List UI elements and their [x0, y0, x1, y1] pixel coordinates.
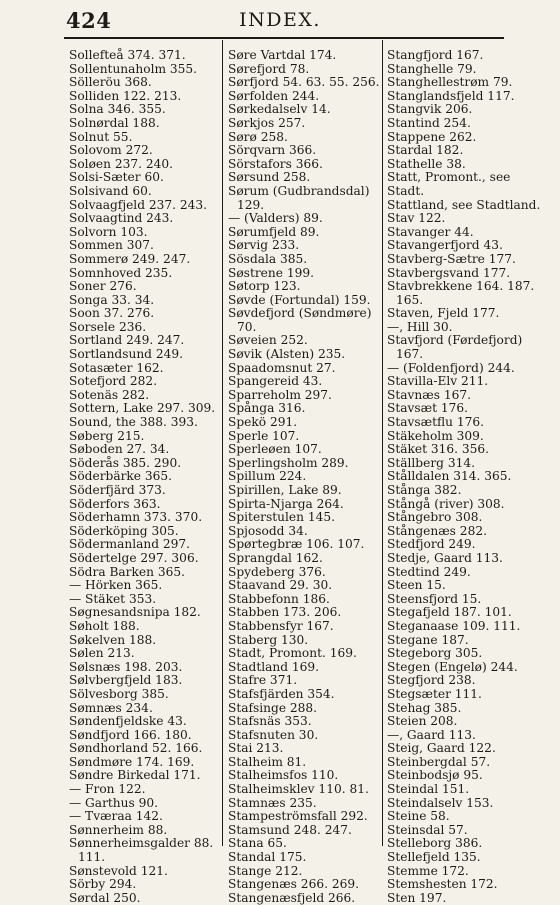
index-entry: Steganaase 109. 111. [387, 618, 521, 633]
index-entry: Steen 15. [387, 578, 446, 593]
index-entry: Staberg 130. [228, 632, 309, 647]
index-entry: — Hörken 365. [69, 578, 163, 593]
index-entry: Spørtegbræ 106. 107. [228, 537, 365, 552]
index-entry: Stavsætflu 176. [387, 415, 484, 430]
index-entry: Stadt, Promont. 169. [228, 646, 357, 661]
index-entry: Sölvesborg 385. [69, 686, 169, 701]
header-rule [64, 37, 504, 39]
index-entry: Stångebro 308. [387, 510, 483, 525]
index-entry: Stafsnäs 353. [228, 714, 312, 729]
index-entry: Søvik (Alsten) 235. [228, 347, 346, 362]
index-entry: Søholt 188. [69, 618, 140, 633]
index-entry: Stabben 173. 206. [228, 605, 342, 620]
index-entry: 165. [396, 292, 424, 307]
index-entry: Søndre Birkedal 171. [69, 768, 201, 783]
index-entry: Sösdala 385. [228, 251, 308, 266]
index-entry: Stamsund 248. 247. [228, 822, 352, 837]
index-entry: Sørvig 233. [228, 238, 300, 253]
index-entry: Søveien 252. [228, 333, 308, 348]
index-entry: Solnut 55. [69, 129, 133, 144]
index-entry: Stabbefonn 186. [228, 591, 330, 606]
index-entry: Stehag 385. [387, 700, 462, 715]
index-entry: Stanghelle 79. [387, 61, 477, 76]
index-entry: Søtorp 123. [228, 279, 301, 294]
index-entry: Steig, Gaard 122. [387, 741, 496, 756]
index-entry: Stegen (Engelø) 244. [387, 659, 518, 674]
index-entry: Spånga 316. [228, 401, 306, 416]
index-entry: Søgnesandsnipa 182. [69, 605, 201, 620]
index-entry: Søre Vartdal 174. [228, 48, 337, 62]
index-entry: Sperlingsholm 289. [228, 455, 349, 470]
index-entry: Sotasæter 162. [69, 360, 164, 375]
index-entry: Söderfors 363. [69, 496, 161, 511]
index-entry: Somnhoved 235. [69, 265, 173, 280]
index-entry: Sölleröu 368. [69, 75, 152, 90]
index-entry: Soner 276. [69, 279, 137, 294]
index-entry: —, Hill 30. [387, 319, 453, 334]
index-entry: Søvdefjord (Søndmøre) [228, 306, 372, 321]
index-entry: Sørø 258. [228, 129, 288, 144]
index-entry: Söderås 385. 290. [69, 455, 182, 470]
index-entry: Spydeberg 376. [228, 564, 326, 579]
column-divider-left [222, 40, 223, 846]
index-entry: Steine 58. [387, 809, 450, 824]
index-entry: Steinbodsjø 95. [387, 768, 483, 783]
index-entry: Sørfjord 54. 63. 55. 256. [228, 75, 380, 90]
index-entry: Sørfolden 244. [228, 88, 320, 103]
index-entry: Steien 208. [387, 714, 458, 729]
index-entry: Söderfjärd 373. [69, 483, 166, 497]
index-entry: 111. [78, 850, 106, 865]
index-entry: Sotefjord 282. [69, 374, 158, 389]
index-entry: Søboden 27. 34. [69, 442, 170, 457]
index-entry: Stavsæt 176. [387, 401, 469, 416]
index-entry: Stafre 371. [228, 673, 298, 688]
index-entry: Soløen 237. 240. [69, 156, 174, 171]
index-entry: Spiterstulen 145. [228, 510, 335, 525]
index-entry: Stegfjord 238. [387, 673, 476, 688]
index-entry: Songa 33. 34. [69, 292, 155, 307]
index-entry: Stafsinge 288. [228, 700, 318, 715]
index-entry: Sønstevold 121. [69, 863, 168, 878]
index-column-2 [228, 49, 378, 905]
index-entry: Sømnæs 234. [69, 700, 153, 715]
index-entry: Södertelge 297. 306. [69, 550, 199, 565]
index-entry: Steindalselv 153. [387, 795, 494, 810]
index-entry: Stångå (river) 308. [387, 496, 505, 511]
index-column-1 [69, 49, 219, 905]
index-entry: Stattland, see Stadtland. [387, 197, 541, 212]
index-entry: Søndhorland 52. 166. [69, 741, 203, 756]
index-entry: Sølen 213. [69, 646, 135, 661]
index-entry: Statt, Promont., see [387, 170, 511, 185]
index-entry: Stanghellestrøm 79. [387, 75, 513, 90]
index-entry: Stangfjord 167. [387, 48, 484, 62]
index-entry: — (Valders) 89. [228, 211, 323, 226]
index-entry: Steinsdal 57. [387, 822, 468, 837]
index-entry: Stadtland 169. [228, 659, 320, 674]
column-divider-right [382, 40, 383, 846]
index-entry: Søndenfjeldske 43. [69, 714, 187, 729]
index-entry: Sortland 249. 247. [69, 333, 185, 348]
index-entry: Stavberg-Sætre 177. [387, 251, 516, 266]
index-entry: Stellefjeld 135. [387, 850, 481, 865]
index-entry: 167. [396, 347, 424, 362]
index-entry: Søberg 215. [69, 428, 145, 443]
index-entry: Spillum 224. [228, 469, 307, 484]
index-entry: Sommerø 249. 247. [69, 251, 191, 266]
index-entry: Stegeborg 305. [387, 646, 483, 661]
index-entry: Standal 175. [228, 850, 307, 865]
index-entry: Sottern, Lake 297. 309. [69, 401, 216, 416]
index-entry: Stavnæs 167. [387, 387, 471, 402]
index-entry: Stedtind 249. [387, 564, 471, 579]
index-entry: 129. [237, 197, 265, 212]
index-entry: Söderköping 305. [69, 523, 179, 538]
index-entry: Spangereid 43. [228, 374, 323, 389]
index-entry: Sønnerheim 88. [69, 822, 168, 837]
index-entry: Stegane 187. [387, 632, 469, 647]
index-entry: Ställberg 314. [387, 455, 475, 470]
index-entry: Sollefteå 374. 371. [69, 48, 186, 62]
index-entry: Stäket 316. 356. [387, 442, 490, 457]
index-entry: Stana 65. [228, 836, 287, 851]
index-entry: Stedje, Gaard 113. [387, 550, 503, 565]
index-entry: Staven, Fjeld 177. [387, 306, 500, 321]
index-entry: Sörstafors 366. [228, 156, 323, 171]
index-entry: Stalheimsfos 110. [228, 768, 339, 783]
index-entry: Stanglandsfjeld 117. [387, 88, 515, 103]
index-entry: Solnørdal 188. [69, 115, 160, 130]
index-entry: Stäkeholm 309. [387, 428, 484, 443]
index-entry: Solsivand 60. [69, 183, 152, 198]
index-entry: Steindal 151. [387, 782, 470, 797]
index-entry: Sperle 107. [228, 428, 300, 443]
index-entry: Stegafjeld 187. 101. [387, 605, 512, 620]
index-entry: Stavfjord (Førdefjord) [387, 333, 523, 348]
index-entry: Söderbärke 365. [69, 469, 173, 484]
index-entry: Stavangerfjord 43. [387, 238, 503, 253]
index-entry: Stathelle 38. [387, 156, 466, 171]
index-entry: Stelleborg 386. [387, 836, 483, 851]
index-entry: Stavbrekkene 164. 187. [387, 279, 535, 294]
page-number: 424 [66, 8, 112, 33]
index-entry: Sollentunaholm 355. [69, 61, 198, 76]
index-entry: Solliden 122. 213. [69, 88, 182, 103]
index-entry: — Fron 122. [69, 782, 146, 797]
index-entry: Søstrene 199. [228, 265, 314, 280]
index-entry: Stalheim 81. [228, 754, 307, 769]
index-entry: Spirta-Njarga 264. [228, 496, 344, 511]
index-entry: Stafsnuten 30. [228, 727, 319, 742]
index-entry: Solvaagtind 243. [69, 211, 174, 226]
index-entry: Stegsæter 111. [387, 686, 482, 701]
index-entry: Stånga 382. [387, 483, 462, 497]
index-entry: Sørkjos 257. [228, 115, 306, 130]
index-entry: Stangenæsfjeld 266. [228, 890, 356, 905]
index-entry: Sortlandsund 249. [69, 347, 183, 362]
index-entry: Solovom 272. [69, 143, 153, 158]
index-entry: Stampeströmsfall 292. [228, 809, 368, 824]
index-entry: Staavand 29. 30. [228, 578, 333, 593]
index-entry: Stangenæs 266. 269. [228, 877, 359, 892]
index-entry: Sørum (Gudbrandsdal) [228, 183, 370, 198]
index-entry: Söderhamn 373. 370. [69, 510, 203, 525]
index-entry: Sørkedalselv 14. [228, 102, 331, 117]
page-header [0, 0, 560, 40]
index-entry: Sørumfjeld 89. [228, 224, 320, 239]
index-entry: Stafsfjärden 354. [228, 686, 335, 701]
index-entry: Sørefjord 78. [228, 61, 310, 76]
index-entry: — Garthus 90. [69, 795, 158, 810]
index-entry: Sørsund 258. [228, 170, 311, 185]
index-entry: Stavbergsvand 177. [387, 265, 511, 280]
index-entry: Stai 213. [228, 741, 284, 756]
index-entry: Sølvbergfjeld 183. [69, 673, 183, 688]
index-entry: Sprangdal 162. [228, 550, 323, 565]
index-entry: Steensfjord 15. [387, 591, 482, 606]
index-entry: Stavilla-Elv 211. [387, 374, 489, 389]
index-entry: Sommen 307. [69, 238, 154, 253]
index-entry: Sorsele 236. [69, 319, 147, 334]
index-entry: Søkelven 188. [69, 632, 157, 647]
index-entry: — Tværaa 142. [69, 809, 163, 824]
index-entry: Stångenæs 282. [387, 523, 487, 538]
index-entry: Stangvik 206. [387, 102, 473, 117]
index-entry: Søndmøre 174. 169. [69, 754, 195, 769]
index-entry: Solvorn 103. [69, 224, 148, 239]
index-entry: Solvaagfjeld 237. 243. [69, 197, 208, 212]
index-entry: Stange 212. [228, 863, 303, 878]
index-entry: Stadt. [387, 183, 425, 198]
index-entry: Södra Barken 365. [69, 564, 185, 579]
index-entry: —, Gaard 113. [387, 727, 476, 742]
index-entry: Sperleøen 107. [228, 442, 322, 457]
index-entry: Sörby 294. [69, 877, 137, 892]
index-entry: Spirillen, Lake 89. [228, 483, 342, 497]
index-entry: Stantind 254. [387, 115, 471, 130]
index-entry: Stemshesten 172. [387, 877, 498, 892]
index-entry: Sotenäs 282. [69, 387, 150, 402]
index-entry: Spaadomsnut 27. [228, 360, 336, 375]
index-entry: Södermanland 297. [69, 537, 191, 552]
index-entry: Steinbergdal 57. [387, 754, 491, 769]
index-entry: — (Foldenfjord) 244. [387, 360, 515, 375]
index-column-3 [387, 49, 547, 905]
index-entry: Solsi-Sæter 60. [69, 170, 164, 185]
index-entry: Stalheimsklev 110. 81. [228, 782, 369, 797]
index-entry: Sound, the 388. 393. [69, 415, 198, 430]
index-entry: Stålldalen 314. 365. [387, 469, 512, 484]
index-entry: Spekö 291. [228, 415, 298, 430]
index-entry: Sønnerheimsgalder 88. [69, 836, 214, 851]
index-entry: Sten 197. [387, 890, 447, 905]
index-entry: Sølsnæs 198. 203. [69, 659, 183, 674]
index-entry: Stemme 172. [387, 863, 469, 878]
index-entry: 70. [237, 319, 257, 334]
running-head: INDEX. [239, 9, 321, 31]
index-entry: Søvde (Fortundal) 159. [228, 292, 371, 307]
index-entry: Søndfjord 166. 180. [69, 727, 192, 742]
index-entry: Solna 346. 355. [69, 102, 166, 117]
index-entry: Stedfjord 249. [387, 537, 476, 552]
index-entry: Stavanger 44. [387, 224, 474, 239]
index-entry: Stabbensfyr 167. [228, 618, 334, 633]
index-entry: Sörqvarn 366. [228, 143, 317, 158]
index-entry: Soon 37. 276. [69, 306, 155, 321]
index-entry: Sørdal 250. [69, 890, 141, 905]
index-entry: Stamnæs 235. [228, 795, 317, 810]
index-entry: Stappene 262. [387, 129, 477, 144]
index-entry: Spjosodd 34. [228, 523, 308, 538]
index-entry: Sparreholm 297. [228, 387, 332, 402]
index-entry: Stav 122. [387, 211, 446, 226]
index-entry: — Stäket 353. [69, 591, 157, 606]
index-entry: Stardal 182. [387, 143, 464, 158]
